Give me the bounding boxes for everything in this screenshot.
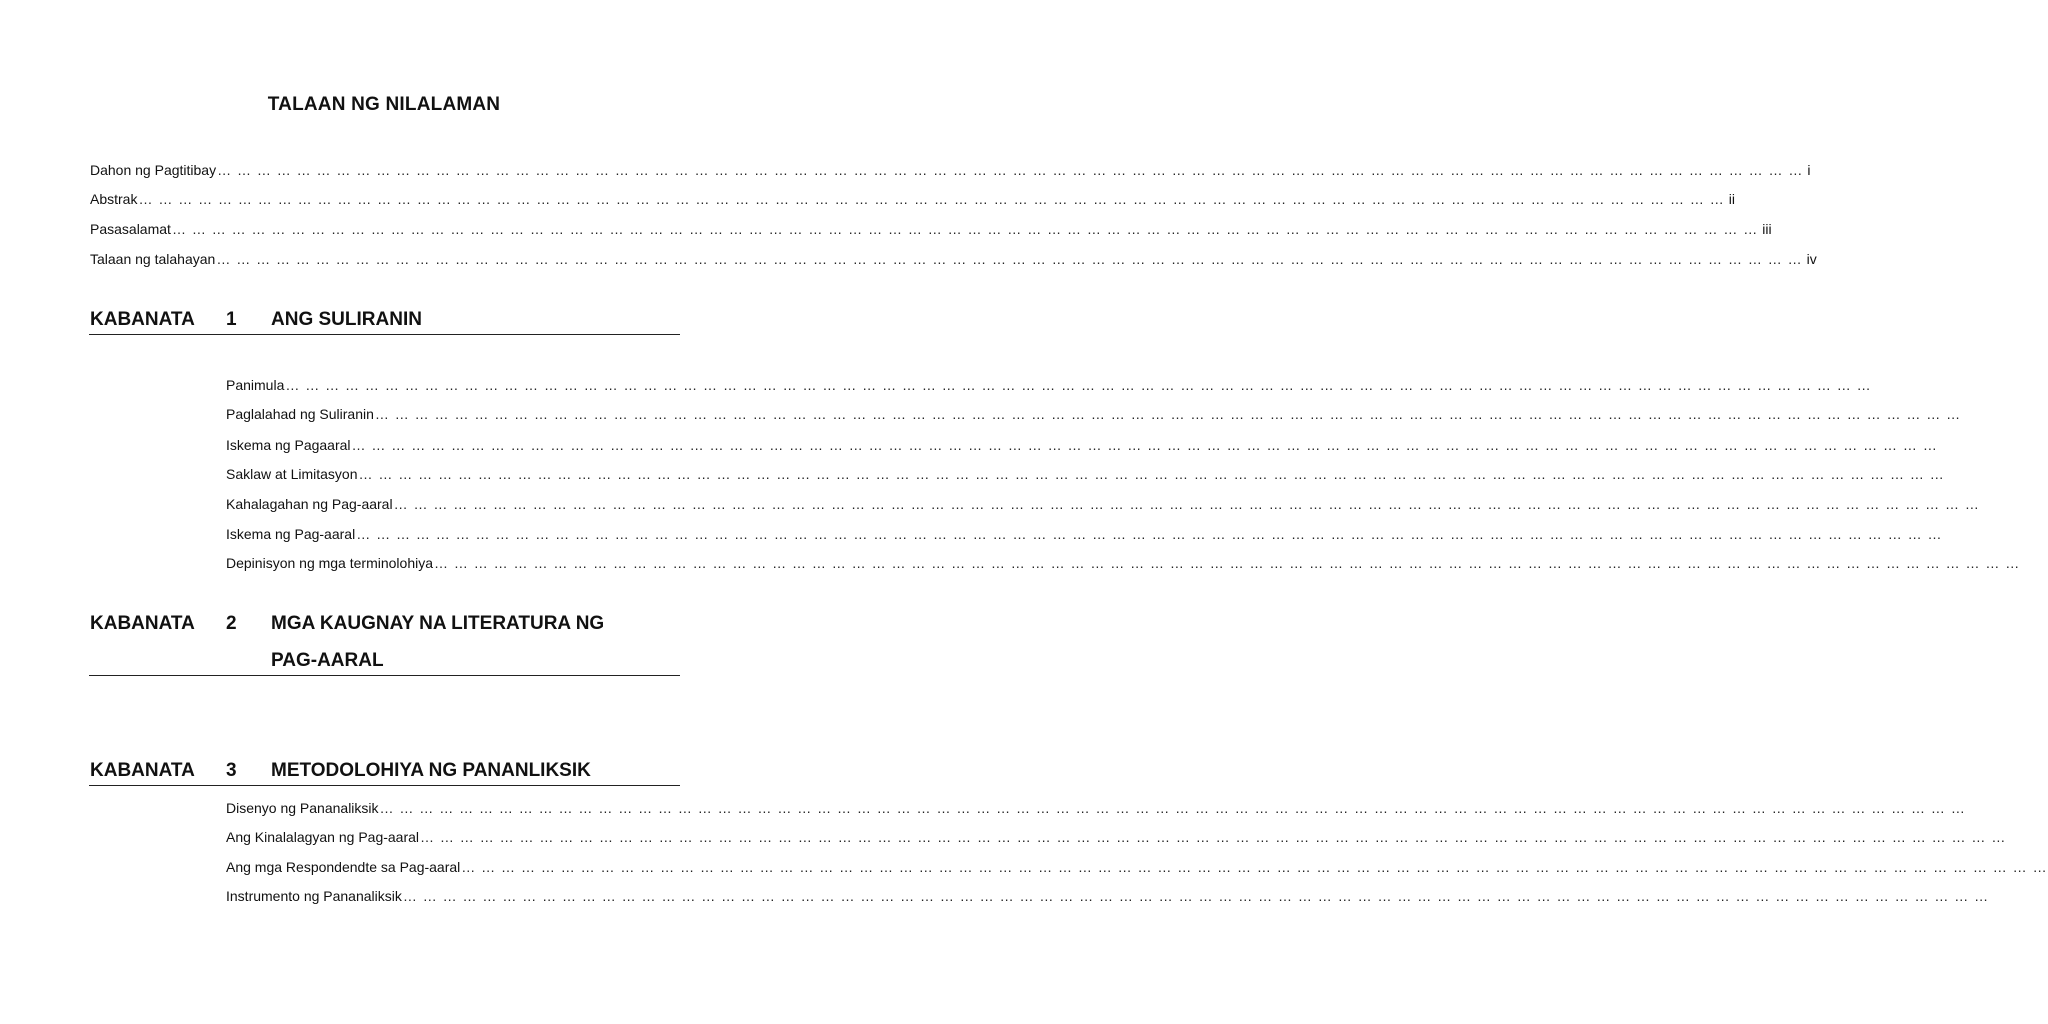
leader-dots: … … … … … … … … … … … … … … … … … … … … … … … … … … … … … … … … … … … … … … … … … … … … … … … … … … … … … … … … … … … … … … … … … … … … … … … … … … … … … … … … (138, 191, 1725, 207)
leader-dots: … … … … … … … … … … … … … … … … … … … … … … … … … … … … … … … … … … … … … … … … … … … … … … … … … … … … … … … … … … … … … … … … … … … … … … … … … … … … … … … … (379, 800, 1966, 816)
toc-entry-talaan-talahayan[interactable] (90, 247, 1817, 267)
chapter-number: 1 (226, 309, 237, 330)
toc-section-label: Iskema ng Pagaaral (226, 437, 351, 453)
toc-section-label: Ang Kinalalagyan ng Pag-aaral (226, 829, 420, 845)
chapter-divider (89, 675, 680, 676)
chapter-number: 3 (226, 760, 237, 781)
page-title: TALAAN NG NILALAMAN (267, 94, 501, 115)
toc-section-label: Paglalahad ng Suliranin (226, 406, 374, 422)
toc-entry-dahon[interactable] (90, 158, 1811, 178)
leader-dots: … … … … … … … … … … … … … … … … … … … … … … … … … … … … … … … … … … … … … … … … … … … … … … … … … … … … … … … … … … … … … … … … … … … … … … … … … … … … … … … … (434, 555, 2021, 571)
toc-entry-pasasalamat[interactable] (90, 217, 1772, 237)
toc-entry-label: Talaan ng talahayan (90, 251, 216, 267)
toc-page-number: iv (1806, 251, 1817, 267)
toc-section-depinisyon[interactable] (226, 551, 2021, 571)
leader-dots: … … … … … … … … … … … … … … … … … … … … … … … … … … … … … … … … … … … … … … … … … … … … … … … … … … … … … … … … … … … … … … … … … … … … … … … … … … … … … … … … (351, 437, 1938, 453)
leader-dots: … … … … … … … … … … … … … … … … … … … … … … … … … … … … … … … … … … … … … … … … … … … … … … … … … … … … … … … … … … … … … … … … … … … … … … … … … … … … … … … … (461, 859, 2048, 875)
chapter-title: MGA KAUGNAY NA LITERATURA NG (271, 613, 605, 634)
leader-dots: … … … … … … … … … … … … … … … … … … … … … … … … … … … … … … … … … … … … … … … … … … … … … … … … … … … … … … … … … … … … … … … … … … … … … … … … … … … … … … … … (420, 829, 2007, 845)
toc-section-label: Depinisyon ng mga terminolohiya (226, 555, 433, 571)
chapter-divider (89, 785, 680, 786)
leader-dots: … … … … … … … … … … … … … … … … … … … … … … … … … … … … … … … … … … … … … … … … … … … … … … … … … … … … … … … … … … … … … … … … … … … … … … … … … … … … … … … … (402, 888, 1990, 904)
toc-section-label: Iskema ng Pag-aaral (226, 526, 356, 542)
toc-entry-label: Abstrak (90, 191, 138, 207)
toc-page-number: iii (1762, 221, 1772, 237)
toc-section-label: Disenyo ng Pananaliksik (226, 800, 379, 816)
toc-entry-label: Dahon ng Pagtitibay (90, 162, 217, 178)
toc-entry-abstrak[interactable] (90, 187, 1735, 207)
toc-entry-label: Pasasalamat (90, 221, 171, 237)
toc-section-label: Saklaw at Limitasyon (226, 466, 358, 482)
chapter-kabanata-label: KABANATA (90, 760, 195, 781)
chapter-title: METODOLOHIYA NG PANANLIKSIK (271, 760, 591, 781)
chapter-kabanata-label: KABANATA (90, 613, 195, 634)
leader-dots: … … … … … … … … … … … … … … … … … … … … … … … … … … … … … … … … … … … … … … … … … … … … … … … … … … … … … … … … … … … … … … … … … … … … … … … … … … … … … … … … (217, 162, 1804, 178)
toc-section-respondendte[interactable] (226, 855, 2048, 875)
leader-dots: … … … … … … … … … … … … … … … … … … … … … … … … … … … … … … … … … … … … … … … … … … … … … … … … … … … … … … … … … … … … … … … … … … … … … … … … … … … … … … … … (393, 496, 1980, 512)
toc-section-label: Panimula (226, 377, 285, 393)
toc-section-label: Kahalagahan ng Pag-aaral (226, 496, 393, 512)
toc-section-label: Ang mga Respondendte sa Pag-aaral (226, 859, 461, 875)
chapter-title-line2: PAG-AARAL (271, 650, 384, 671)
toc-section-paglalahad[interactable] (226, 402, 1962, 422)
toc-section-kinalalagyan[interactable] (226, 825, 2007, 845)
toc-section-label: Instrumento ng Pananaliksik (226, 888, 402, 904)
chapter-divider (89, 334, 680, 335)
toc-section-iskema-pagaaral[interactable] (226, 433, 1938, 453)
leader-dots: … … … … … … … … … … … … … … … … … … … … … … … … … … … … … … … … … … … … … … … … … … … … … … … … … … … … … … … … … … … … … … … … … … … … … … … … … … … … … … … … (356, 526, 1943, 542)
leader-dots: … … … … … … … … … … … … … … … … … … … … … … … … … … … … … … … … … … … … … … … … … … … … … … … … … … … … … … … … … … … … … … … … … … … … … … … … … … … … … … … … (216, 251, 1803, 267)
toc-page-number: ii (1728, 191, 1735, 207)
toc-section-kahalagahan[interactable] (226, 492, 1980, 512)
chapter-kabanata-label: KABANATA (90, 309, 195, 330)
leader-dots: … … … … … … … … … … … … … … … … … … … … … … … … … … … … … … … … … … … … … … … … … … … … … … … … … … … … … … … … … … … … … … … … … … … … … … … … … … … … … … … … (358, 466, 1945, 482)
toc-section-panimula[interactable] (226, 373, 1872, 393)
leader-dots: … … … … … … … … … … … … … … … … … … … … … … … … … … … … … … … … … … … … … … … … … … … … … … … … … … … … … … … … … … … … … … … … … … … … … … … … … … … … … … … … (374, 406, 1962, 422)
leader-dots: … … … … … … … … … … … … … … … … … … … … … … … … … … … … … … … … … … … … … … … … … … … … … … … … … … … … … … … … … … … … … … … … … … … … … … … … … … … … … … … … (171, 221, 1759, 237)
toc-section-instrumento[interactable] (226, 884, 1990, 904)
toc-section-iskema-pag-aaral[interactable] (226, 522, 1943, 542)
chapter-title: ANG SULIRANIN (271, 309, 422, 330)
chapter-number: 2 (226, 613, 237, 634)
toc-page-number: i (1807, 162, 1811, 178)
toc-section-disenyo[interactable] (226, 796, 1966, 816)
leader-dots: … … … … … … … … … … … … … … … … … … … … … … … … … … … … … … … … … … … … … … … … … … … … … … … … … … … … … … … … … … … … … … … … … … … … … … … … … … … … … … … … (285, 377, 1872, 393)
toc-section-saklaw[interactable] (226, 462, 1945, 482)
